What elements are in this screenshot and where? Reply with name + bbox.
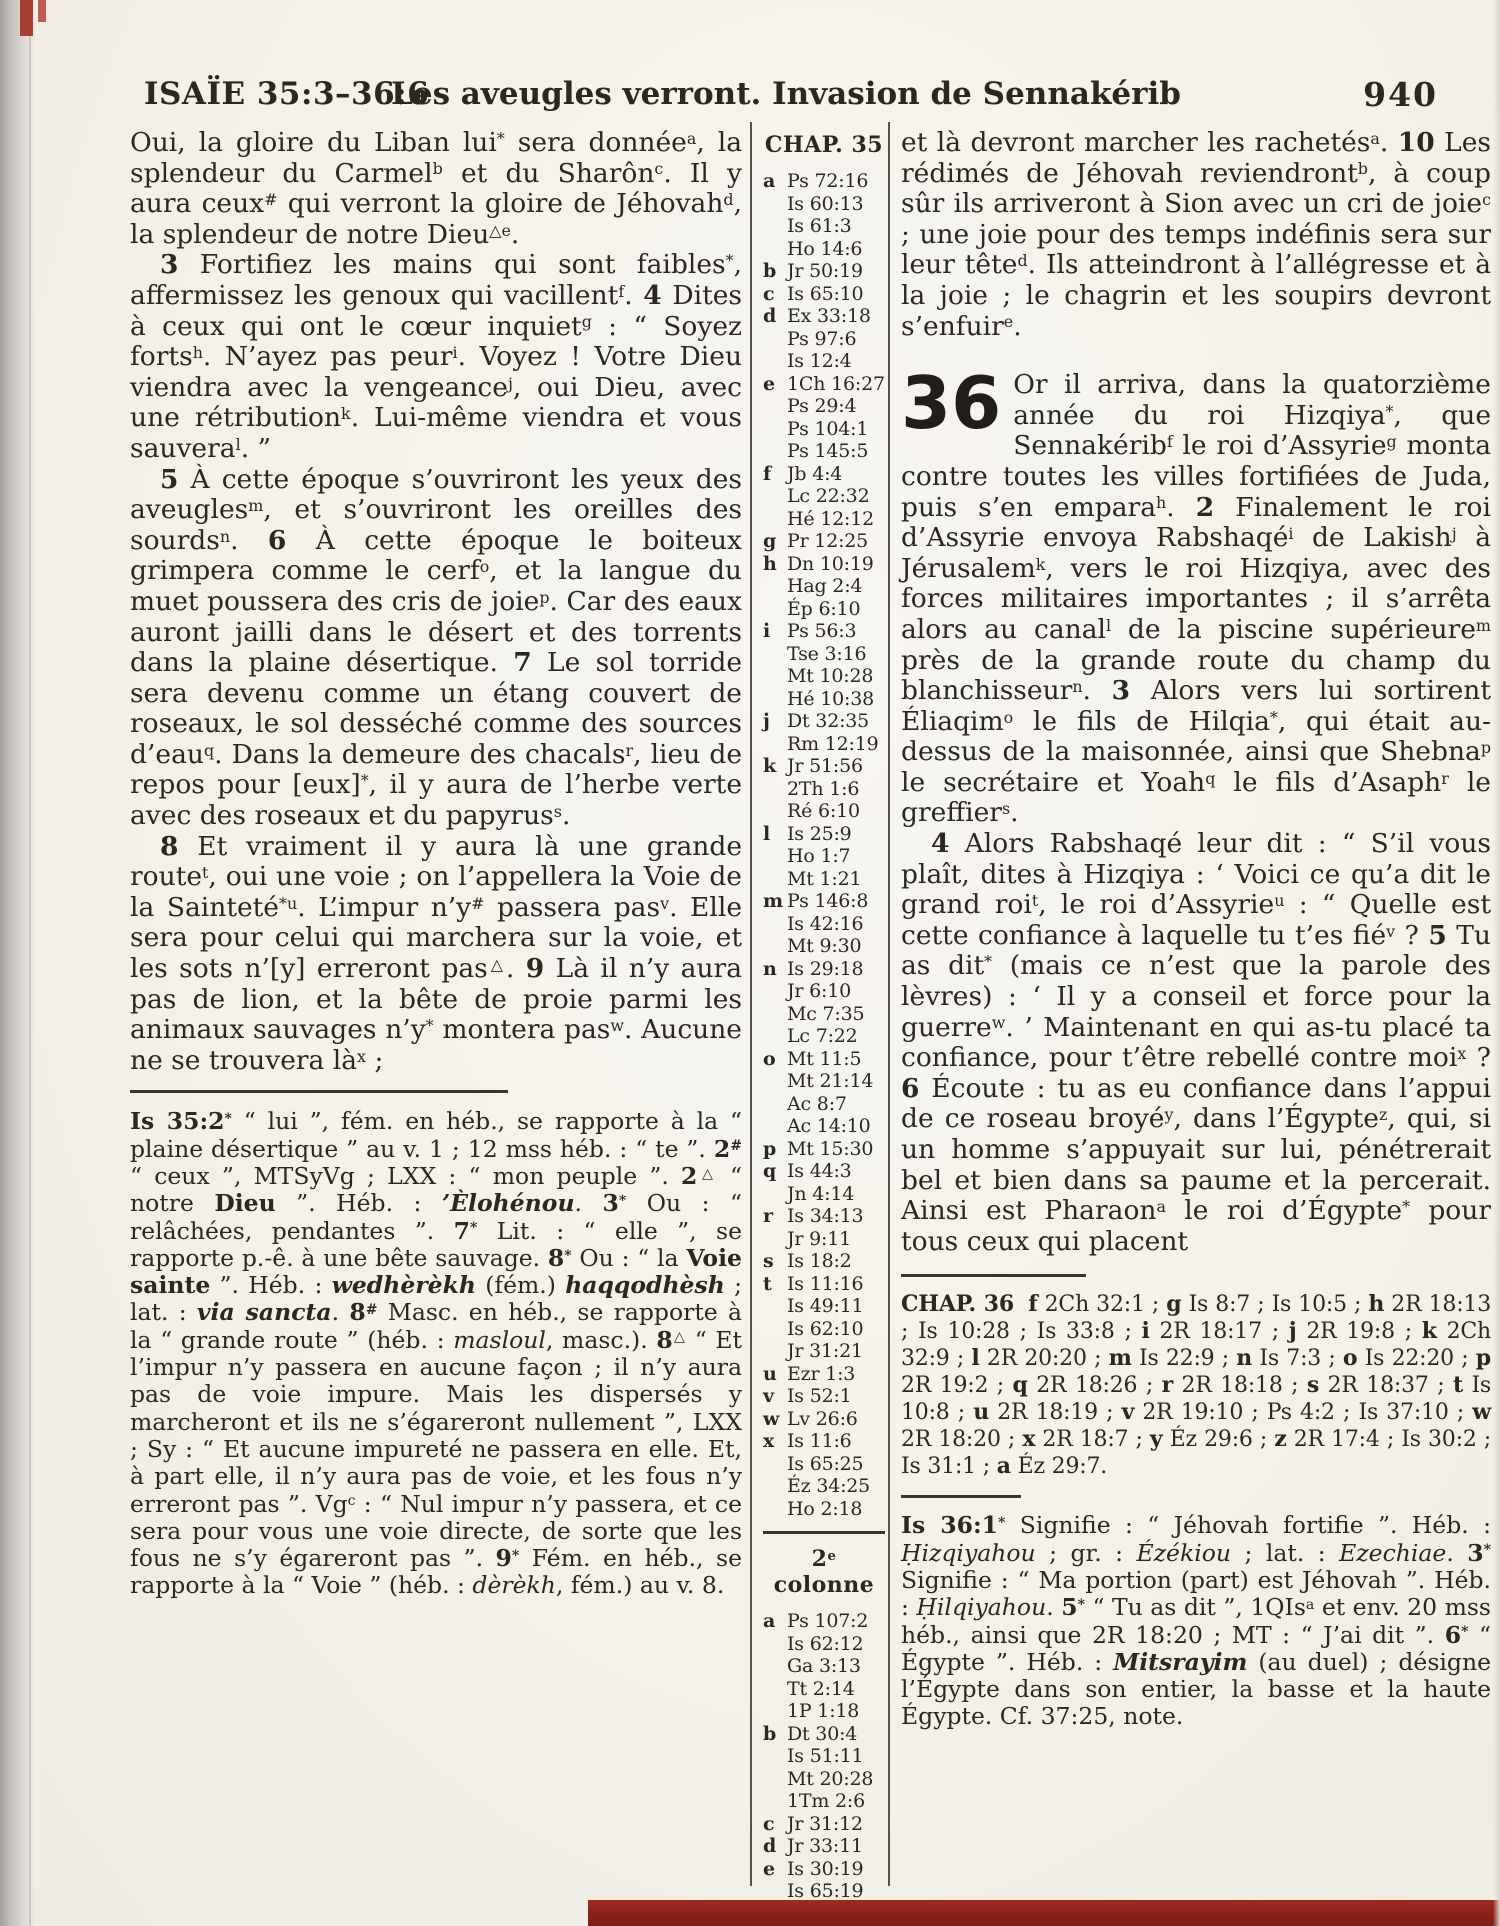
verse-paragraph — [901, 128, 1491, 342]
left-text-column — [130, 128, 742, 1600]
cross-reference-entry — [763, 1835, 885, 1858]
right-footnote-rule — [901, 1495, 1021, 1498]
cross-reference-entry — [763, 620, 885, 710]
cross-reference-entry — [763, 170, 885, 260]
cross-reference-entry — [763, 1250, 885, 1273]
verse-text: 8 Et vraiment il y aura là une grande route$^t$, oui une voie ; on l’appellera la Voie de la Sainteté$^{*u}$. L’impur n’y# passera pas$^v$. Elle sera pour celui qui marchera sur la voie, et les sots n’[y] erreront pas△. 9 Là il n’y aura pas de lion, et la bête de proie parmi les animaux sauvages n’y* montera pas$^w$. Aucune ne se trouvera $là^x$ ; — [130, 830, 743, 1076]
left-footnotes: Is 35:2* “ lui ”, fém. en héb., se rapporte à la “ plaine désertique ” au v. 1 ; 12 mss héb. : “ te ”. 2# “ ceux ”, MTSyVg ; LXX : “ mon peuple ”. 2△ “ notre Dieu ”. Héb. : ’Èlohénou. 3* Ou : “ relâchées, pendantes ”. 7* Lit. : “ elle ”, se rapporte p.-ê. à une bête sauvage. 8* Ou : “ la Voie sainte ”. Héb. : wedhèrèkh (fém.) haqqodhèsh ; lat. : via sancta. 8# Masc. en héb., se rapporte à la “ grande route ” (héb. : masloul, masc.). 8△ “ Et l’impur n’y passera en aucune façon ; il n’y aura pas de voie impure. Mais les dispersés y marcheront et ils ne s’égareront nullement ”, LXX ; Sy : “ Et aucune impureté ne passera en elle. Et, à part elle, il n’y aura pas de voie, et les fous n’y erreront pas ”. Vg$^c$ : “ Nul impur n’y passera, et ce sera pour vous une voie directe, de sorte que les fous ne s’y égareront pas ”. 9* Fém. en héb., se rapporte à la “ Voie ” (héb. : dèrèkh, fém.) au v. 8. — [130, 1107, 743, 1600]
cross-reference-letter: v — [763, 1385, 774, 1407]
column-divider-right — [888, 122, 890, 1886]
cross-reference-citations: Dn 10:19 Hag 2:4 Ép 6:10 — [787, 552, 874, 620]
cross-reference-citations: Ps 107:2 Is 62:12 Ga 3:13 Tt 2:14 1P 1:18 — [787, 1610, 869, 1722]
cross-reference-citations: Is 11:16 Is 49:11 Is 62:10 Jr 31:21 — [787, 1272, 864, 1362]
cross-reference-letter: t — [763, 1272, 772, 1295]
cross-reference-entry — [763, 1408, 885, 1431]
running-head-reference: ISAÏE 35:3–36:6 — [144, 76, 430, 112]
cross-reference-entry — [763, 305, 885, 373]
cross-reference-entry — [763, 1813, 885, 1836]
verse-paragraph — [130, 128, 742, 250]
cross-reference-entry — [763, 755, 885, 823]
cross-reference-letter: l — [763, 822, 771, 845]
cross-reference-letter: h — [763, 552, 777, 575]
cross-reference-citations: Is 18:2 — [787, 1250, 852, 1272]
cross-reference-letter: o — [763, 1047, 776, 1070]
cross-reference-letter: a — [763, 170, 776, 192]
cross-reference-citations: Is 29:18 Jr 6:10 Mc 7:35 Lc 7:22 — [787, 957, 865, 1047]
second-column-refs-heading: 2e colonne — [773, 1546, 875, 1598]
cross-reference-letter: s — [763, 1250, 774, 1272]
cross-reference-letter: x — [763, 1430, 775, 1452]
right-footnotes: Is 36:1* Signifie : “ Jéhovah fortifie ”. Héb. : Ḥizqiyahou ; gr. : Ézékiou ; lat. : Ezechiae. 3* Signifie : “ Ma portion (part) est Jéhovah ”. Héb. : Ḥilqiyahou. 5* “ Tu as dit ”, 1QIs$^a$ et env. 20 mss héb., ainsi que 2R 18:20 ; MT : “ J’ai dit ”. 6* “ Égypte ”. Héb. : Mitsrayim (au duel) ; désigne l’Égypte dans son entier, la basse et la haute Égypte. Cf. 37:25, note. — [901, 1511, 1491, 1731]
cross-reference-citations: Pr 12:25 — [787, 530, 869, 552]
cross-reference-citations: Lv 26:6 — [787, 1407, 858, 1430]
cross-reference-citations: Ps 72:16 Is 60:13 Is 61:3 Ho 14:6 — [787, 170, 869, 260]
cross-reference-citations: Ps 146:8 Is 42:16 Mt 9:30 — [787, 890, 869, 957]
cross-reference-citations: Ex 33:18 Ps 97:6 Is 12:4 — [787, 305, 871, 372]
cross-reference-entry — [763, 1858, 885, 1903]
cross-reference-letter: g — [763, 530, 777, 552]
running-head — [130, 76, 1442, 118]
chapter-36-refs-block: CHAP. 36 f 2Ch 32:1 ; g Is 8:7 ; Is 10:5 ; h 2R 18:13 ; Is 10:28 ; Is 33:8 ; i 2R 18:17 ; j 2R 19:8 ; k 2Ch 32:9 ; l 2R 20:20 ; m Is 22:9 ; n Is 7:3 ; o Is 22:20 ; p 2R 19:2 ; q 2R 18:26 ; r 2R 18:18 ; s 2R 18:37 ; t Is 10:8 ; u 2R 18:19 ; v 2R 19:10 ; Ps 4:2 ; Is 37:10 ; w 2R 18:20 ; x 2R 18:7 ; y Éz 29:6 ; z 2R 17:4 ; Is 30:2 ; Is 31:1 ; a Éz 29:7. — [901, 1291, 1492, 1480]
cross-reference-letter: c — [763, 1812, 775, 1835]
cross-reference-entry — [763, 1138, 885, 1161]
cross-reference-letter: i — [763, 620, 771, 642]
cross-reference-citations: Jr 51:56 2Th 1:6 Ré 6:10 — [787, 755, 863, 822]
cross-reference-citations: 1Ch 16:27 Ps 29:4 Ps 104:1 Ps 145:5 — [787, 372, 885, 462]
cross-reference-entry — [763, 1160, 885, 1205]
verse-paragraph — [130, 465, 742, 832]
cross-reference-entry — [763, 1048, 885, 1138]
cross-reference-entry — [763, 463, 885, 531]
cross-reference-entry — [763, 553, 885, 621]
cross-reference-citations: Jr 33:11 — [787, 1835, 863, 1857]
cross-reference-letter: c — [763, 282, 775, 305]
cross-reference-citations: Is 44:3 Jn 4:14 — [787, 1160, 855, 1205]
second-column-refs-list — [763, 1610, 885, 1903]
verse-text: Or il arriva, dans la quatorzième année du roi Hizqiya*, que Sennakérib$^f$ le roi d’Assyrie$^g$ monta contre toutes les villes fortifiées de Juda, puis s’en empara$^h$. 2 Finalement le roi d’Assyrie envoya Rabshaqé$^i$ de Lakish$^j$ à Jérusalem$^k$, vers le roi Hizqiya, avec des forces militaires importantes ; il s’arrêta alors au canal$^l$ de la piscine supérieure$^m$ près de la grande route du champ du blanchisseur$^n$. 3 Alors vers lui sortirent Éliaqim$^o$ le fils de Hilqia*, qui était au-dessus de la maisonnée, ainsi que Shebna$^p$ le secrétaire et Yoah$^q$ le fils d’Asaph$^r$ le greffier$^s$. — [901, 369, 1491, 829]
cross-reference-entry — [763, 1610, 885, 1723]
chap36-refs-rule — [901, 1274, 1086, 1277]
cross-reference-letter: e — [763, 372, 775, 395]
cross-reference-letter: n — [763, 957, 777, 980]
page-edge-red-mark — [38, 0, 46, 22]
cross-reference-entry — [763, 1363, 885, 1386]
cross-reference-letter: k — [763, 755, 776, 777]
cross-reference-letter: m — [763, 890, 783, 912]
cross-reference-letter: d — [763, 1835, 777, 1857]
cross-reference-citations: Jr 31:12 — [787, 1812, 863, 1835]
cross-reference-citations: Mt 11:5 Mt 21:14 Ac 8:7 Ac 14:10 — [787, 1047, 874, 1137]
cross-reference-letter: a — [763, 1610, 776, 1632]
cross-reference-letter: b — [763, 260, 777, 282]
cross-reference-citations: Is 25:9 Ho 1:7 Mt 1:21 — [787, 822, 862, 890]
verse-paragraph — [901, 829, 1491, 1257]
cross-reference-letter: j — [763, 710, 770, 732]
right-text-column — [901, 128, 1491, 1731]
cross-reference-citations: Is 65:10 — [787, 282, 864, 305]
cross-reference-citations: Ps 56:3 Tse 3:16 Mt 10:28 Hé 10:38 — [787, 620, 875, 710]
page-edge-shadow — [1493, 0, 1500, 1926]
spine-crease — [29, 0, 31, 1926]
cross-reference-letter: r — [763, 1205, 773, 1227]
cross-reference-citations: Is 11:6 Is 65:25 Éz 34:25 Ho 2:18 — [787, 1430, 871, 1520]
verse-text: 3 Fortifiez les mains qui sont faibles*, affermissez les genoux qui vacillent$^f$. 4 Dites à ceux qui ont le cœur inquiet$^g$ : “ Soyez forts$^h$. N’ayez pas peur$^i$. Voyez ! Votre Dieu viendra avec la vengeance$^j$, oui Dieu, avec une rétribution$^k$. Lui-même viendra et vous sauvera$^l$. ” — [130, 249, 743, 464]
verse-text: et là devront marcher les rachetés$^a$. 10 Les rédimés de Jéhovah reviendront$^b$, à coup sûr ils arriveront à Sion avec un cri de joie$^c$ ; une joie pour des temps indéfinis sera sur leur tête$^d$. Ils atteindront à l’allégresse et à la joie ; le chagrin et les soupirs devront s’enfuir$^e$. — [901, 127, 1492, 342]
cross-reference-entry — [763, 1273, 885, 1363]
cross-reference-letter: w — [763, 1407, 780, 1430]
column-divider-left — [750, 122, 752, 1886]
verse-paragraph — [130, 832, 742, 1077]
cross-reference-citations: Ezr 1:3 — [787, 1362, 856, 1385]
verse-paragraph — [901, 361, 1491, 829]
cross-reference-letter: d — [763, 305, 777, 327]
cross-reference-citations: Mt 15:30 — [787, 1137, 874, 1160]
cross-reference-letter: b — [763, 1722, 777, 1745]
cross-reference-letter: f — [763, 462, 771, 485]
verse-text: Oui, la gloire du Liban lui* sera donnée$^a$, la splendeur du Carmel$^b$ et du Sharôn$^c$. Il y aura ceux# qui verront la gloire de Jéhovah$^d$, la splendeur de notre Dieu$^{\triangle e}$. — [130, 127, 743, 250]
cross-reference-citations: Dt 32:35 Rm 12:19 — [787, 710, 879, 755]
running-head-title: Les aveugles verront. Invasion de Sennakérib — [391, 76, 1181, 112]
chapter-35-refs-heading: CHAP. 35 — [764, 132, 884, 158]
cross-reference-letter: p — [763, 1137, 777, 1160]
cross-reference-entry — [763, 1723, 885, 1813]
page-edge-red-mark — [20, 0, 33, 36]
cross-reference-entry — [763, 530, 885, 553]
verse-paragraph — [130, 250, 742, 464]
left-verse-paragraphs — [130, 128, 742, 1076]
cross-reference-entry — [763, 823, 885, 891]
cross-reference-letter: e — [763, 1857, 775, 1880]
book-spine-edge — [0, 0, 38, 1926]
verse-text: 5 À cette époque s’ouvriront les yeux des aveugles$^m$, et s’ouvriront les oreilles des sourds$^n$. 6 À cette époque le boiteux grimpera comme le cerf$^o$, et la langue du muet poussera des cris de joie$^p$. Car des eaux auront jailli dans le désert et des torrents dans la plaine désertique. 7 Le sol torride sera devenu comme un étang couvert de roseaux, le sol desséché comme des sources d’eau$^q$. Dans la demeure des chacals$^r$, lieu de repos pour [eux]*, il y aura de l’herbe verte avec des roseaux et du papyrus$^s$. — [130, 463, 743, 832]
page-edge-red-band — [588, 1900, 1500, 1926]
cross-reference-entry — [763, 890, 885, 958]
cross-reference-entry — [763, 1385, 885, 1408]
refs-section-rule — [763, 1531, 885, 1534]
cross-reference-entry — [763, 1205, 885, 1250]
cross-reference-citations: Is 30:19 Is 65:19 — [787, 1857, 864, 1902]
cross-reference-letter: u — [763, 1362, 777, 1385]
footnote-rule — [130, 1090, 508, 1093]
cross-reference-citations: Jr 50:19 — [787, 260, 863, 282]
cross-reference-entry — [763, 283, 885, 306]
cross-reference-column — [763, 132, 885, 1903]
right-verse-paragraphs — [901, 128, 1491, 1257]
cross-reference-citations: Is 52:1 — [787, 1385, 852, 1407]
cross-reference-letter: q — [763, 1160, 777, 1182]
cross-reference-citations: Is 34:13 Jr 9:11 — [787, 1205, 864, 1250]
cross-reference-entry — [763, 958, 885, 1048]
verse-text: 4 Alors Rabshaqé leur dit : “ S’il vous plaît, dites à Hizqiya : ‘ Voici ce qu’a dit le grand roi$^t$, le roi d’Assyrie$^u$ : “ Quelle est cette confiance à laquelle tu t’es fié$^v$ ? 5 Tu as dit* (mais ce n’est que la parole des lèvres) : ‘ Il y a conseil et force pour la guerre$^w$. ’ Maintenant en qui as-tu placé ta confiance, pour t’être rebellé contre moi$^x$ ? 6 Écoute : tu as eu confiance dans l’appui de ce roseau broyé$^y$, dans l’Égypte$^z$, qui, si un homme s’appuyait sur lui, pénétrerait bel et bien dans sa paume et la percerait. Ainsi est Pharaon$^a$ le roi d’Égypte* pour tous ceux qui placent — [901, 828, 1492, 1257]
cross-reference-entry — [763, 710, 885, 755]
cross-reference-citations: Jb 4:4 Lc 22:32 Hé 12:12 — [787, 462, 875, 530]
cross-reference-entry — [763, 260, 885, 283]
chapter-number: 36 — [901, 361, 1002, 446]
cross-reference-citations: Dt 30:4 Is 51:11 Mt 20:28 1Tm 2:6 — [787, 1722, 874, 1812]
cross-reference-entry — [763, 1430, 885, 1520]
page-number: 940 — [1363, 75, 1438, 114]
cross-reference-entry — [763, 373, 885, 463]
chapter-35-refs-list — [763, 170, 885, 1520]
